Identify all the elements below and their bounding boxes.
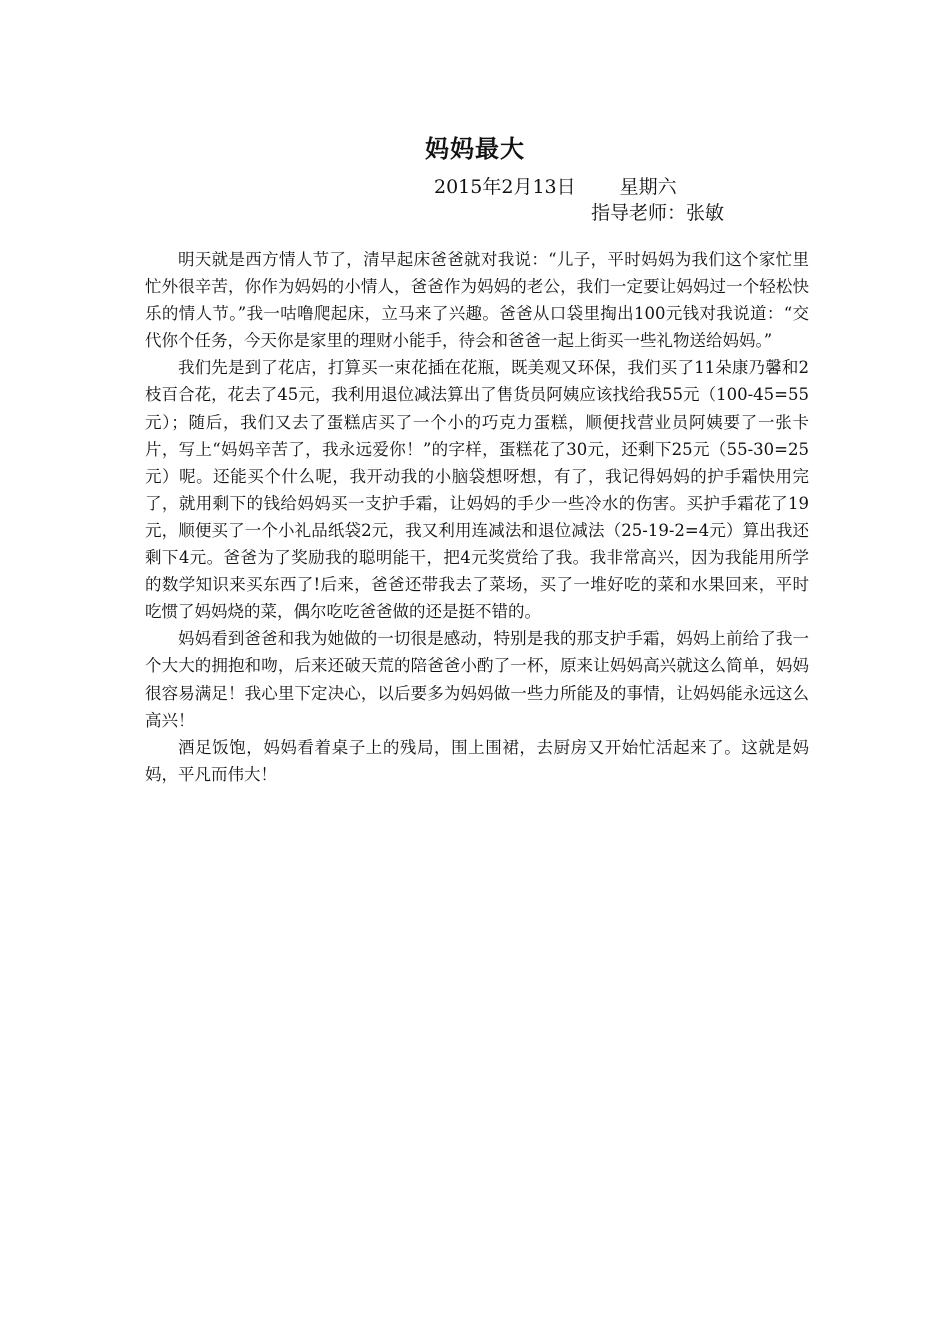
essay-date: 2015年2月13日 <box>434 176 576 198</box>
date-line <box>434 173 677 201</box>
paragraph: 明天就是西方情人节了，清早起床爸爸就对我说：“儿子，平时妈妈为我们这个家忙里忙外很辛苦，你作为妈妈的小情人，爸爸作为妈妈的老公，我们一定要让妈妈过一个轻松快乐的情人节。”我一咕噜爬起床，立马来了兴趣。爸爸从口袋里掏出100元钱对我说道：“交代你个任务，今天你是家里的理财小能手，待会和爸爸一起上街买一些礼物送给妈妈。” <box>145 250 809 351</box>
essay-weekday: 星期六 <box>619 176 677 198</box>
paragraph: 妈妈看到爸爸和我为她做的一切很是感动，特别是我的那支护手霜，妈妈上前给了我一个大大的拥抱和吻，后来还破天荒的陪爸爸小酌了一杯，原来让妈妈高兴就这么简单，妈妈很容易满足！我心里下定决心，以后要多为妈妈做一些力所能及的事情，让妈妈能永远这么高兴！ <box>145 629 809 730</box>
essay-body <box>145 246 809 788</box>
teacher-credit: 指导老师：张敏 <box>591 202 725 224</box>
paragraph: 我们先是到了花店，打算买一束花插在花瓶，既美观又环保，我们买了11朵康乃馨和2枝百合花，花去了45元，我利用退位减法算出了售货员阿姨应该找给我55元（100-45=55元）；随后，我们又去了蛋糕店买了一个小的巧克力蛋糕，顺便找营业员阿姨要了一张卡片，写上“妈妈辛苦了，我永远爱你！”的字样，蛋糕花了30元，还剩下25元（55-30=25元）呢。还能买个什么呢，我开动我的小脑袋想呀想，有了，我记得妈妈的护手霜快用完了，就用剩下的钱给妈妈买一支护手霜，让妈妈的手少一些冷水的伤害。买护手霜花了19元，顺便买了一个小礼品纸袋2元，我又利用连减法和退位减法（25-19-2=4元）算出我还剩下4元。爸爸为了奖励我的聪明能干，把4元奖赏给了我。我非常高兴，因为我能用所学的数学知识来买东西了!后来，爸爸还带我去了菜场，买了一堆好吃的菜和水果回来，平时吃惯了妈妈烧的菜，偶尔吃吃爸爸做的还是挺不错的。 <box>145 358 809 622</box>
essay-title: 妈妈最大 <box>425 135 525 163</box>
paragraph: 酒足饭饱，妈妈看着桌子上的残局，围上围裙，去厨房又开始忙活起来了。这就是妈妈，平凡而伟大！ <box>145 737 809 784</box>
